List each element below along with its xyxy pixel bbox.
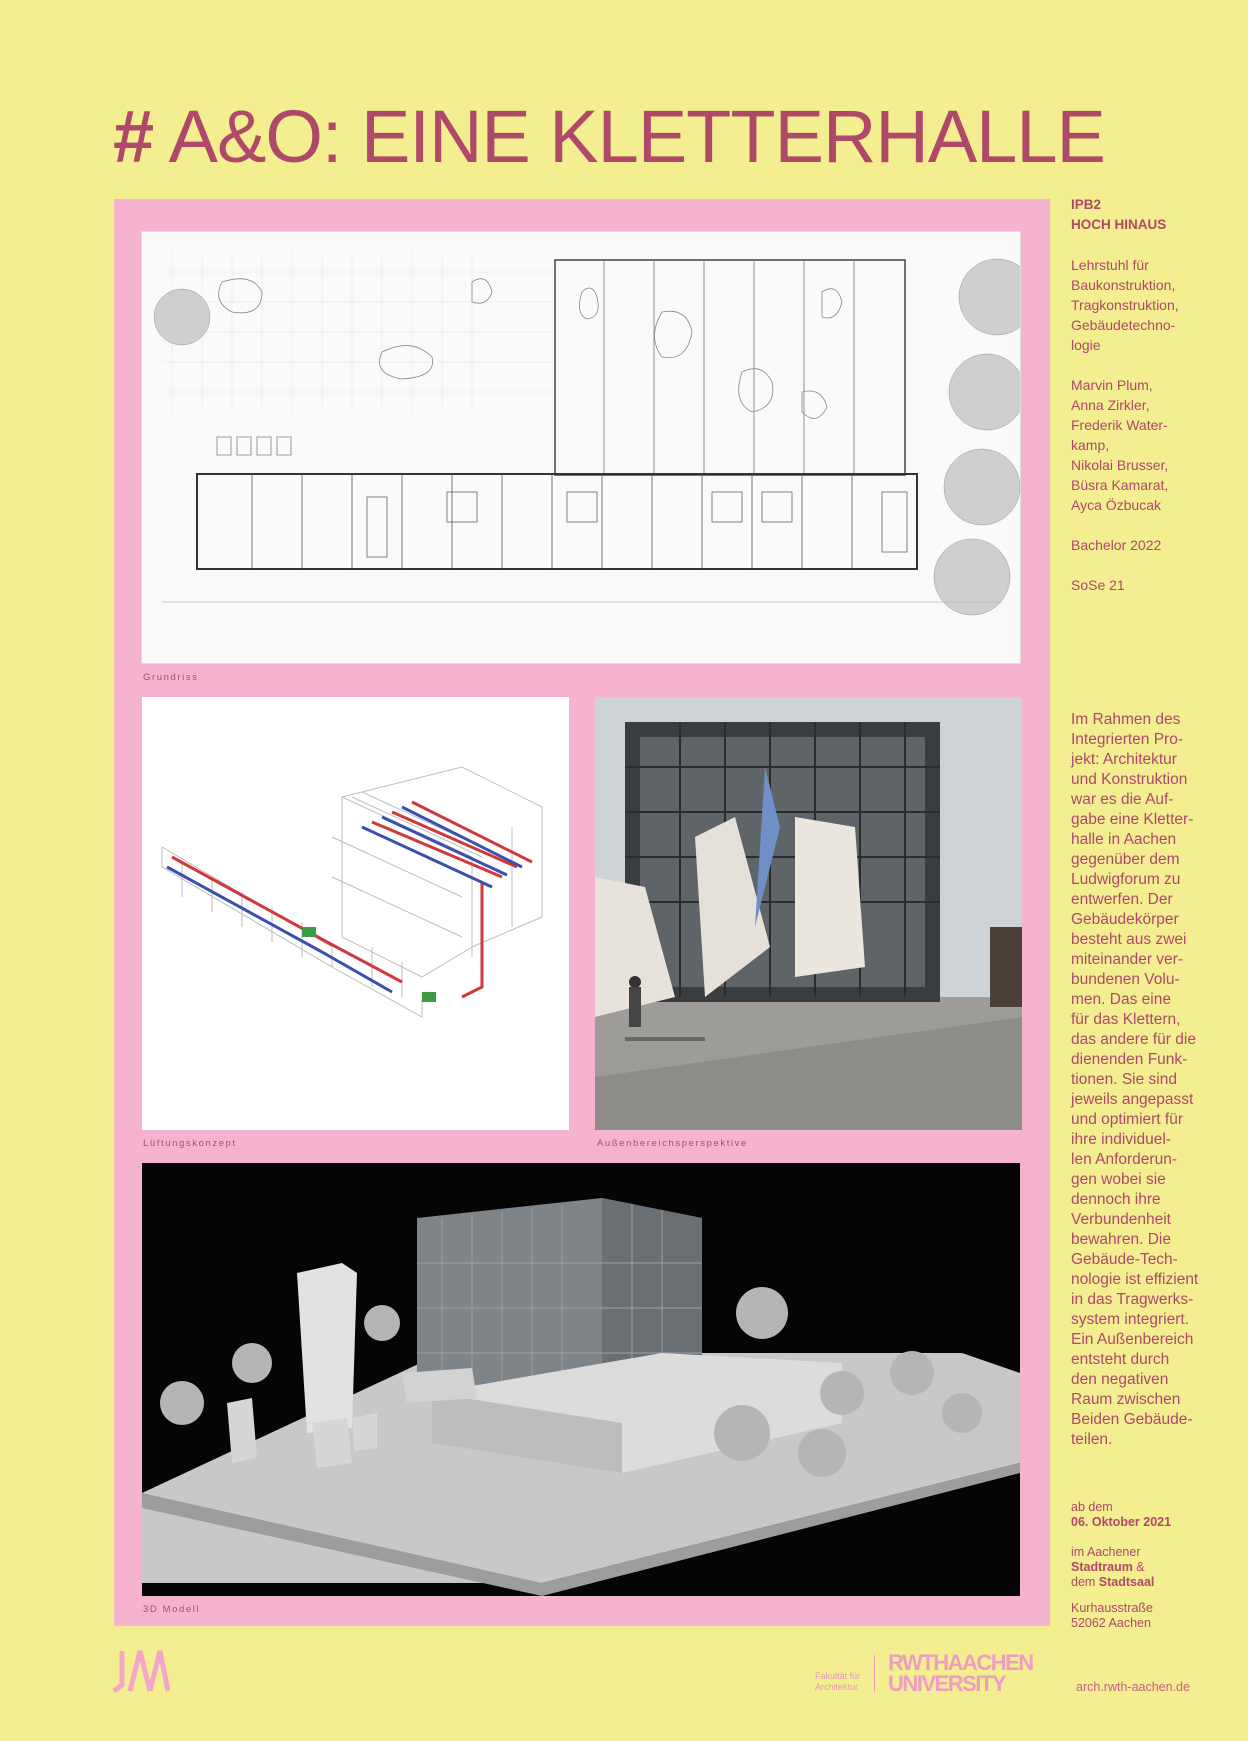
footer-divider [874,1655,875,1692]
venue-stadtraum: Stadtraum [1071,1560,1133,1574]
description-line: in das Tragwerks- [1071,1291,1194,1308]
project-description [1071,710,1201,1450]
address-block [1071,1601,1153,1631]
chair-line: logie [1071,337,1101,353]
description-line: Ludwigforum zu [1071,871,1181,888]
website-link[interactable]: arch.rwth-aachen.de [1076,1680,1190,1694]
faculty-line: Fakultät für [815,1671,861,1681]
description-line: und Konstruktion [1071,771,1188,788]
description-line: besteht aus zwei [1071,931,1187,948]
3d-model-render [142,1163,1020,1596]
author-line: Ayca Özbucak [1071,497,1162,513]
description-line: gegenüber dem [1071,851,1180,868]
description-line: system integriert. [1071,1311,1190,1328]
rwth-line: UNIVERSITY [888,1671,1006,1696]
description-line: jekt: Architektur [1071,751,1177,768]
description-line: für das Klettern, [1071,1011,1181,1028]
poster-title [113,95,1105,178]
venue-line [1071,1560,1154,1575]
rwth-logo [888,1652,1033,1694]
description-line: Raum zwischen [1071,1391,1181,1408]
rwth-line: RWTHAACHEN [888,1650,1033,1675]
3d-model-image [142,1163,1020,1596]
description-line: tionen. Sie sind [1071,1071,1177,1088]
description-line: ihre individuel- [1071,1131,1171,1148]
description-line: dienenden Funk- [1071,1051,1188,1068]
description-line: entsteht durch [1071,1351,1170,1368]
description-line: gabe eine Kletter- [1071,811,1194,828]
description-line: gen wobei sie [1071,1171,1166,1188]
description-line: jeweils angepasst [1071,1091,1194,1108]
title-text: A&O: EINE KLETTERHALLE [168,95,1105,178]
description-line: Gebäude-Tech- [1071,1251,1178,1268]
description-line: und optimiert für [1071,1111,1183,1128]
venue-line [1071,1575,1154,1590]
description-line: war es die Auf- [1071,791,1174,808]
description-line: Im Rahmen des [1071,711,1181,728]
course-code: IPB2 [1071,197,1102,212]
description-line: Verbundenheit [1071,1211,1171,1228]
caption-grundriss: Grundriss [143,672,199,683]
description-line: bewahren. Die [1071,1231,1171,1248]
date-block [1071,1500,1171,1530]
chair-line: Tragkonstruktion, [1071,297,1179,313]
description-line: halle in Aachen [1071,831,1177,848]
description-line: bundenen Volu- [1071,971,1180,988]
ventilation-diagram [142,697,569,1130]
description-line: den negativen [1071,1371,1169,1388]
semester-label: SoSe 21 [1071,577,1125,593]
author-line: Marvin Plum, [1071,377,1153,393]
ventilation-concept-image [142,697,569,1130]
chair-line: Baukonstruktion, [1071,277,1176,293]
faculty-label [815,1671,860,1693]
description-line: miteinander ver- [1071,951,1183,968]
authors-block [1071,375,1168,515]
description-line: len Anforderun- [1071,1151,1177,1168]
author-line: Nikolai Brusser, [1071,457,1169,473]
venue-block [1071,1545,1154,1590]
caption-3d-modell: 3D Modell [143,1604,201,1615]
course-heading [1071,195,1166,235]
chair-block [1071,255,1179,355]
jaa-logo-icon [112,1649,170,1693]
floor-plan-image [141,231,1021,664]
description-line: Beiden Gebäude- [1071,1411,1193,1428]
caption-lueftungskonzept: Lüftungskonzept [143,1138,237,1149]
venue-line: im Aachener [1071,1545,1141,1559]
caption-aussenbereichsperspektive: Außenbereichsperspektive [597,1138,748,1149]
chair-line: Lehrstuhl für [1071,257,1149,273]
description-line: Integrierten Pro- [1071,731,1183,748]
author-line: Anna Zirkler, [1071,397,1150,413]
description-line: dennoch ihre [1071,1191,1161,1208]
address-street: Kurhausstraße [1071,1601,1153,1615]
title-hash: # [113,95,154,178]
description-line: men. Das eine [1071,991,1171,1008]
description-line: Gebäudekörper [1071,911,1179,928]
author-line: Frederik Water- [1071,417,1168,433]
description-line: nologie ist effizient [1071,1271,1199,1288]
description-line: teilen. [1071,1431,1113,1448]
project-subtitle: HOCH HINAUS [1071,217,1167,232]
exhibition-date: 06. Oktober 2021 [1071,1515,1172,1529]
exterior-perspective-render [595,697,1022,1130]
description-line: das andere für die [1071,1031,1196,1048]
chair-line: Gebäudetechno- [1071,317,1176,333]
address-city: 52062 Aachen [1071,1616,1151,1630]
floor-plan-drawing [142,232,1021,664]
exterior-perspective-image [595,697,1022,1130]
venue-stadtsaal: Stadtsaal [1098,1575,1155,1589]
author-line: kamp, [1071,437,1110,453]
venue-dem: dem [1071,1575,1099,1589]
description-line: entwerfen. Der [1071,891,1173,908]
venue-amp: & [1132,1560,1145,1574]
description-line: Ein Außenbereich [1071,1331,1194,1348]
degree-label: Bachelor 2022 [1071,537,1162,553]
date-prefix: ab dem [1071,1500,1113,1514]
author-line: Büsra Kamarat, [1071,477,1169,493]
faculty-line: Architektur [815,1682,859,1692]
